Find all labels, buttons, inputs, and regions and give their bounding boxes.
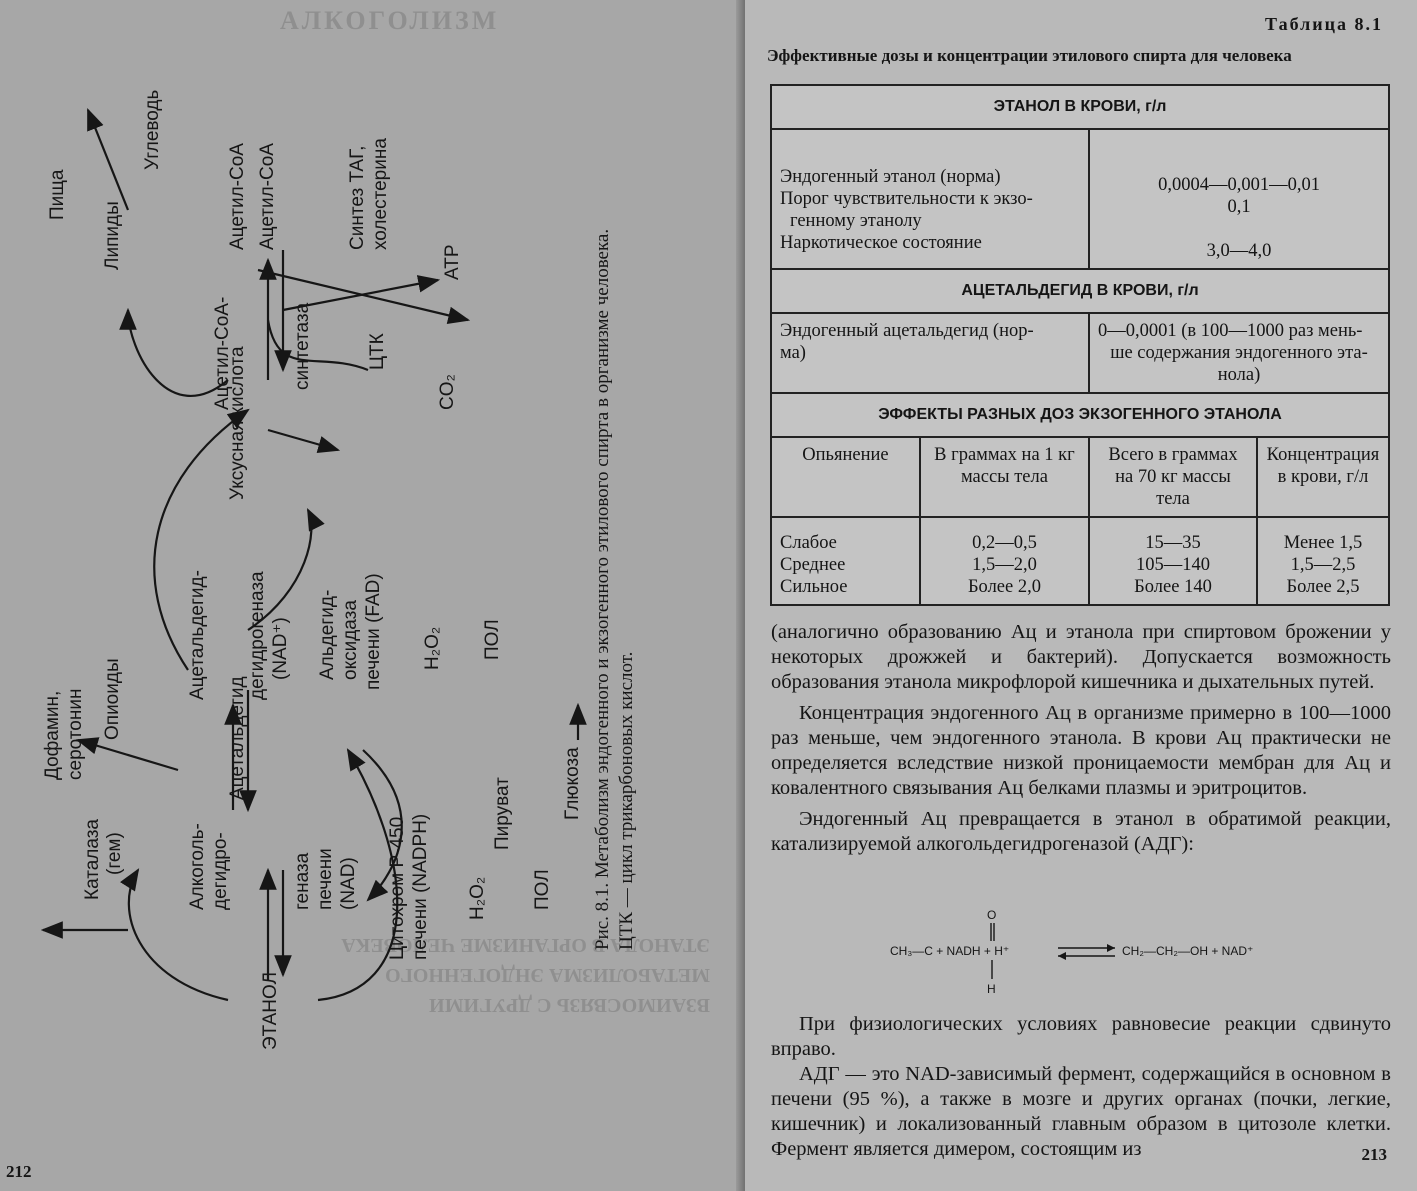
level-weak: Слабое <box>780 533 837 553</box>
atp-node: ATP <box>442 244 463 280</box>
eq-oxygen: O <box>987 908 997 922</box>
table-title: Эффективные дозы и концентрации этилового спирта для человека <box>767 46 1292 65</box>
col-header-intoxication: Опьянение <box>771 437 920 517</box>
acetylcoa-synthetase-2: синтетаза <box>292 302 313 390</box>
cell-per-70kg <box>1089 517 1257 605</box>
value-endogenous-ethanol: 0,0004—0,001—0,01 <box>1158 175 1320 195</box>
value-acetaldehyde-2: ше содержания эндогенного эта- <box>1110 343 1368 363</box>
ethanol-labels-cell <box>771 129 1089 269</box>
body-text-bottom <box>771 1012 1391 1162</box>
acetaldehyde-label-cell <box>771 313 1089 393</box>
ghost-header: АЛКОГОЛИЗМ <box>280 6 500 35</box>
food-node: Пища <box>47 169 68 220</box>
acetaldehyde-value-cell <box>1089 313 1389 393</box>
adh-line5: (NAD) <box>338 857 359 910</box>
level-medium: Среднее <box>780 555 846 575</box>
value-threshold: 0,1 <box>1227 197 1251 217</box>
carbs-node: Углеводы <box>142 90 163 170</box>
co2-node: CO₂ <box>437 374 458 410</box>
ethanol-node: ЭТАНОЛ <box>260 971 281 1050</box>
body-text-top <box>771 620 1391 857</box>
dopamine-line2: серотонин <box>65 688 86 780</box>
paragraph-2: Концентрация эндогенного Ац в организме примерно в 100—1000 раз меньше, чем эндогенного этанола. В крови Ац практически не определяется вследствие низкой проницаемости мембран для Ац и ковалентного связывания Ац белками плазмы и эритроцитов. <box>771 702 1391 799</box>
ethanol-values-cell <box>1089 129 1389 269</box>
label-acetaldehyde-1: Эндогенный ацетальдегид (нор- <box>780 321 1034 341</box>
pol-node-1: ПОЛ <box>532 869 553 910</box>
cell-per-kg <box>920 517 1089 605</box>
dopamine-line1: Дофамин, <box>42 690 63 780</box>
section-header-acetaldehyde: АЦЕТАЛЬДЕГИД В КРОВИ, г/л <box>771 269 1389 313</box>
eq-left-side: CH₃—C + NADH + H⁺ <box>890 944 1010 958</box>
eq-hydrogen: H <box>987 982 996 996</box>
reaction-equation <box>890 905 1310 1000</box>
per-kg-strong: Более 2,0 <box>967 577 1041 597</box>
glucose-node: Глюкоза <box>562 747 583 820</box>
per-70kg-medium: 105—140 <box>1136 555 1210 575</box>
label-narcotic-state: Наркотическое состояние <box>780 233 982 253</box>
table-row <box>771 129 1389 269</box>
figure-caption-line2: ЦТК — цикл трикарбоновых кислот. <box>616 651 637 950</box>
adh-line4: печени <box>315 848 336 910</box>
blood-medium: 1,5—2,5 <box>1290 555 1356 575</box>
per-70kg-strong: Более 140 <box>1134 577 1212 597</box>
catalase-label: Каталаза <box>82 819 103 900</box>
aldh-line3: (NAD⁺) <box>270 617 291 680</box>
col-header-per-70kg: Всего в граммах на 70 кг массы тела <box>1089 437 1257 517</box>
diagram-svg <box>18 90 638 1070</box>
eq-right-side: CH₂—CH₂—OH + NAD⁺ <box>1122 944 1254 958</box>
acetylcoa-node-2: Ацетил-СоА <box>227 143 248 250</box>
opioids-node: Опиоиды <box>102 658 123 740</box>
pyruvate-node: Пируват <box>492 777 513 850</box>
label-acetaldehyde-2: ма) <box>780 343 806 363</box>
col-header-blood-conc: Концентрация в крови, г/л <box>1257 437 1389 517</box>
table-row <box>771 313 1389 393</box>
h2o2-node-1: H₂O₂ <box>467 876 488 920</box>
tag-line1: Синтез ТАГ, <box>347 145 368 250</box>
acetylcoa-node-1: Ацетил-СоА <box>257 143 278 250</box>
adh-line2: дегидро- <box>210 832 231 910</box>
section-header-ethanol: ЭТАНОЛ В КРОВИ, г/л <box>771 85 1389 129</box>
page-number-left: 212 <box>6 1162 32 1181</box>
blood-weak: Менее 1,5 <box>1283 533 1363 553</box>
blood-strong: Более 2,5 <box>1286 577 1360 597</box>
pol-node-2: ПОЛ <box>482 619 503 660</box>
table-header-row <box>771 437 1389 517</box>
metabolism-diagram <box>18 90 638 1070</box>
paragraph-5: АДГ — это NAD-зависимый фермент, содержащийся в основном в печени (95 %), а также в мозге и других органах (почки, легкие, кишечник) и локализованный главным образом в цитозоле клетки. Фермент является димером, состоящим из <box>771 1063 1391 1160</box>
cyp-line1: Цитохром P-450 <box>387 816 408 960</box>
acetic-acid-node: Уксусная кислота <box>227 346 248 500</box>
tag-line2: холестерина <box>370 138 391 250</box>
paragraph-4: При физиологических условиях равновесие реакции сдвинуто вправо. <box>771 1013 1391 1060</box>
value-acetaldehyde-1: 0—0,0001 (в 100—1000 раз мень- <box>1098 321 1363 341</box>
cell-blood-conc <box>1257 517 1389 605</box>
aox-line1: Альдегид- <box>317 589 338 680</box>
adh-line1: Алкоголь- <box>187 823 208 910</box>
ghost-section-title: ВЗАИМОСВЯЗЬ С ДРУГИМИ МЕТАБОЛИЗМА ЭНДОГЕННОГО ЭТАНОЛА В ОРГАНИЗМЕ ЧЕЛОВЕКА <box>341 934 710 1016</box>
aldh-line2: дегидрогеназа <box>247 571 268 700</box>
per-kg-weak: 0,2—0,5 <box>972 533 1037 553</box>
tca-node: ЦТК <box>367 333 388 370</box>
per-kg-medium: 1,5—2,0 <box>972 555 1037 575</box>
aox-line3: печени (FAD) <box>363 573 384 690</box>
lipids-node: Липиды <box>102 201 123 270</box>
aox-line2: оксидаза <box>340 600 361 680</box>
page-number-right: 213 <box>1361 1145 1387 1164</box>
per-70kg-weak: 15—35 <box>1145 533 1201 553</box>
paragraph-1: (аналогично образованию Ац и этанола при спиртовом брожении у некоторых дрожжей и бактерий). Допускается возможность образования этанола микрофлорой кишечника и дыхательных путей. <box>771 621 1391 693</box>
label-threshold-1: Порог чувствительности к экзо- <box>780 189 1033 209</box>
label-threshold-2: генному этанолу <box>790 211 922 231</box>
acetylcoa-synthetase-1: Ацетил-СоА- <box>212 296 233 410</box>
label-endogenous-ethanol: Эндогенный этанол (норма) <box>780 167 1001 187</box>
cell-levels <box>771 517 920 605</box>
value-acetaldehyde-3: нола) <box>1217 365 1261 385</box>
aldh-line1: Ацетальдегид- <box>187 570 208 700</box>
col-header-per-kg: В граммах на 1 кг массы тела <box>920 437 1089 517</box>
cyp-line2: печени (NADPH) <box>410 813 431 960</box>
level-strong: Сильное <box>780 577 848 597</box>
table-row <box>771 517 1389 605</box>
figure-caption-line1: Рис. 8.1. Метаболизм эндогенного и экзогенного этилового спирта в организме человека. <box>592 228 613 950</box>
h2o2-node-2: H₂O₂ <box>422 626 443 670</box>
doses-table <box>770 84 1390 606</box>
adh-line3: геназа <box>292 852 313 910</box>
catalase-heme: (гем) <box>104 832 125 875</box>
paragraph-3: Эндогенный Ац превращается в этанол в обратимой реакции, катализируемой алкогольдегидрогеназой (АДГ): <box>771 808 1391 855</box>
equation-svg <box>890 905 1310 1000</box>
right-page <box>745 0 1417 1191</box>
table-label: Таблица 8.1 <box>1265 14 1383 34</box>
acetaldehyde-node: Ацетальдегид <box>227 676 248 800</box>
section-header-effects: ЭФФЕКТЫ РАЗНЫХ ДОЗ ЭКЗОГЕННОГО ЭТАНОЛА <box>771 393 1389 437</box>
value-narcotic: 3,0—4,0 <box>1206 241 1272 261</box>
